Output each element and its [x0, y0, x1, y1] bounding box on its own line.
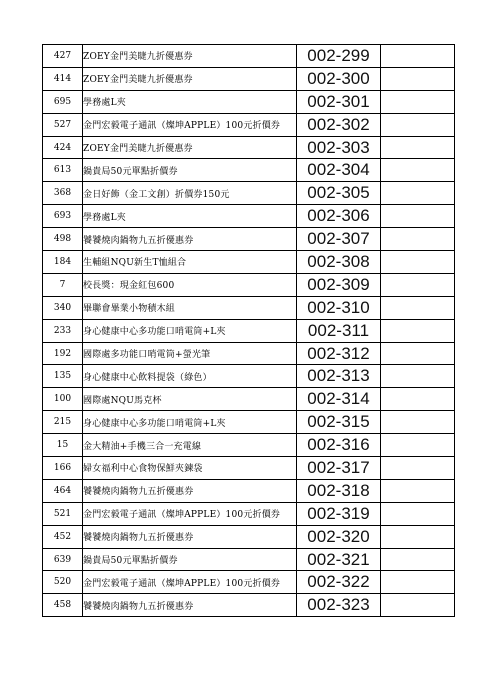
prize-name: 國際處NQU馬克杯 [83, 388, 297, 411]
ticket-code: 002-309 [297, 273, 381, 296]
row-number: 166 [43, 457, 83, 480]
ticket-code: 002-315 [297, 411, 381, 434]
row-number: 184 [43, 251, 83, 274]
table-row [43, 548, 455, 571]
prize-name: ZOEY金門美睫九折優惠券 [83, 67, 297, 90]
ticket-code: 002-320 [297, 525, 381, 548]
prize-name: 學務處L夾 [83, 90, 297, 113]
table-row [43, 67, 455, 90]
table-row [43, 296, 455, 319]
row-number: 368 [43, 182, 83, 205]
row-number: 458 [43, 594, 83, 617]
ticket-code: 002-302 [297, 113, 381, 136]
blank-cell [381, 251, 455, 274]
blank-cell [381, 182, 455, 205]
blank-cell [381, 45, 455, 68]
blank-cell [381, 273, 455, 296]
prize-name: 金大精油+手機三合一充電線 [83, 434, 297, 457]
prize-table [42, 44, 455, 617]
table-row [43, 434, 455, 457]
prize-name: ZOEY金門美睫九折優惠券 [83, 45, 297, 68]
prize-name: 國際處多功能口哨電筒+螢光筆 [83, 342, 297, 365]
prize-name: 金門宏毅電子通訊（燦坤APPLE）100元折價券 [83, 571, 297, 594]
ticket-code: 002-311 [297, 319, 381, 342]
table-row [43, 571, 455, 594]
row-number: 100 [43, 388, 83, 411]
row-number: 7 [43, 273, 83, 296]
prize-name: 鍋貴局50元單點折價券 [83, 159, 297, 182]
blank-cell [381, 228, 455, 251]
blank-cell [381, 136, 455, 159]
prize-name: 校長獎：現金紅包600 [83, 273, 297, 296]
table-row [43, 479, 455, 502]
row-number: 427 [43, 45, 83, 68]
row-number: 695 [43, 90, 83, 113]
row-number: 15 [43, 434, 83, 457]
row-number: 452 [43, 525, 83, 548]
ticket-code: 002-312 [297, 342, 381, 365]
row-number: 464 [43, 479, 83, 502]
ticket-code: 002-299 [297, 45, 381, 68]
prize-name: 身心健康中心多功能口哨電筒+L夾 [83, 411, 297, 434]
table-row [43, 45, 455, 68]
ticket-code: 002-310 [297, 296, 381, 319]
table-row [43, 365, 455, 388]
table-row [43, 457, 455, 480]
blank-cell [381, 342, 455, 365]
ticket-code: 002-303 [297, 136, 381, 159]
prize-name: 身心健康中心多功能口哨電筒+L夾 [83, 319, 297, 342]
blank-cell [381, 571, 455, 594]
blank-cell [381, 319, 455, 342]
table-row [43, 205, 455, 228]
table-row [43, 525, 455, 548]
table-row [43, 388, 455, 411]
prize-table-body [43, 45, 455, 617]
ticket-code: 002-308 [297, 251, 381, 274]
blank-cell [381, 594, 455, 617]
table-row [43, 159, 455, 182]
ticket-code: 002-322 [297, 571, 381, 594]
blank-cell [381, 411, 455, 434]
blank-cell [381, 205, 455, 228]
blank-cell [381, 365, 455, 388]
table-row [43, 228, 455, 251]
blank-cell [381, 548, 455, 571]
blank-cell [381, 159, 455, 182]
table-row [43, 113, 455, 136]
ticket-code: 002-306 [297, 205, 381, 228]
ticket-code: 002-316 [297, 434, 381, 457]
row-number: 233 [43, 319, 83, 342]
table-row [43, 136, 455, 159]
row-number: 340 [43, 296, 83, 319]
ticket-code: 002-305 [297, 182, 381, 205]
ticket-code: 002-317 [297, 457, 381, 480]
row-number: 215 [43, 411, 83, 434]
table-row [43, 273, 455, 296]
ticket-code: 002-300 [297, 67, 381, 90]
ticket-code: 002-301 [297, 90, 381, 113]
blank-cell [381, 502, 455, 525]
table-row [43, 342, 455, 365]
table-row [43, 319, 455, 342]
ticket-code: 002-318 [297, 479, 381, 502]
table-row [43, 502, 455, 525]
row-number: 192 [43, 342, 83, 365]
blank-cell [381, 479, 455, 502]
ticket-code: 002-304 [297, 159, 381, 182]
ticket-code: 002-319 [297, 502, 381, 525]
blank-cell [381, 457, 455, 480]
prize-name: 金門宏毅電子通訊（燦坤APPLE）100元折價券 [83, 113, 297, 136]
prize-name: 生輔組NQU新生T恤組合 [83, 251, 297, 274]
table-row [43, 182, 455, 205]
blank-cell [381, 296, 455, 319]
prize-name: ZOEY金門美睫九折優惠券 [83, 136, 297, 159]
row-number: 414 [43, 67, 83, 90]
row-number: 520 [43, 571, 83, 594]
blank-cell [381, 388, 455, 411]
table-row [43, 411, 455, 434]
ticket-code: 002-321 [297, 548, 381, 571]
ticket-code: 002-323 [297, 594, 381, 617]
row-number: 693 [43, 205, 83, 228]
prize-name: 學務處L夾 [83, 205, 297, 228]
prize-name: 身心健康中心飲料提袋（綠色） [83, 365, 297, 388]
blank-cell [381, 90, 455, 113]
prize-name: 婦女福利中心食物保鮮夾鍊袋 [83, 457, 297, 480]
row-number: 424 [43, 136, 83, 159]
row-number: 613 [43, 159, 83, 182]
prize-name: 饕饕燒肉鍋物九五折優惠券 [83, 525, 297, 548]
row-number: 639 [43, 548, 83, 571]
blank-cell [381, 113, 455, 136]
row-number: 135 [43, 365, 83, 388]
table-row [43, 251, 455, 274]
prize-name: 饕饕燒肉鍋物九五折優惠券 [83, 479, 297, 502]
prize-name: 金日好飾（金工文創）折價券150元 [83, 182, 297, 205]
row-number: 527 [43, 113, 83, 136]
blank-cell [381, 525, 455, 548]
blank-cell [381, 67, 455, 90]
row-number: 521 [43, 502, 83, 525]
table-row [43, 594, 455, 617]
prize-name: 饕饕燒肉鍋物九五折優惠券 [83, 594, 297, 617]
table-row [43, 90, 455, 113]
prize-name: 畢聯會畢業小物積木組 [83, 296, 297, 319]
ticket-code: 002-313 [297, 365, 381, 388]
blank-cell [381, 434, 455, 457]
ticket-code: 002-314 [297, 388, 381, 411]
row-number: 498 [43, 228, 83, 251]
ticket-code: 002-307 [297, 228, 381, 251]
prize-name: 鍋貴局50元單點折價券 [83, 548, 297, 571]
prize-name: 金門宏毅電子通訊（燦坤APPLE）100元折價券 [83, 502, 297, 525]
prize-name: 饕饕燒肉鍋物九五折優惠券 [83, 228, 297, 251]
